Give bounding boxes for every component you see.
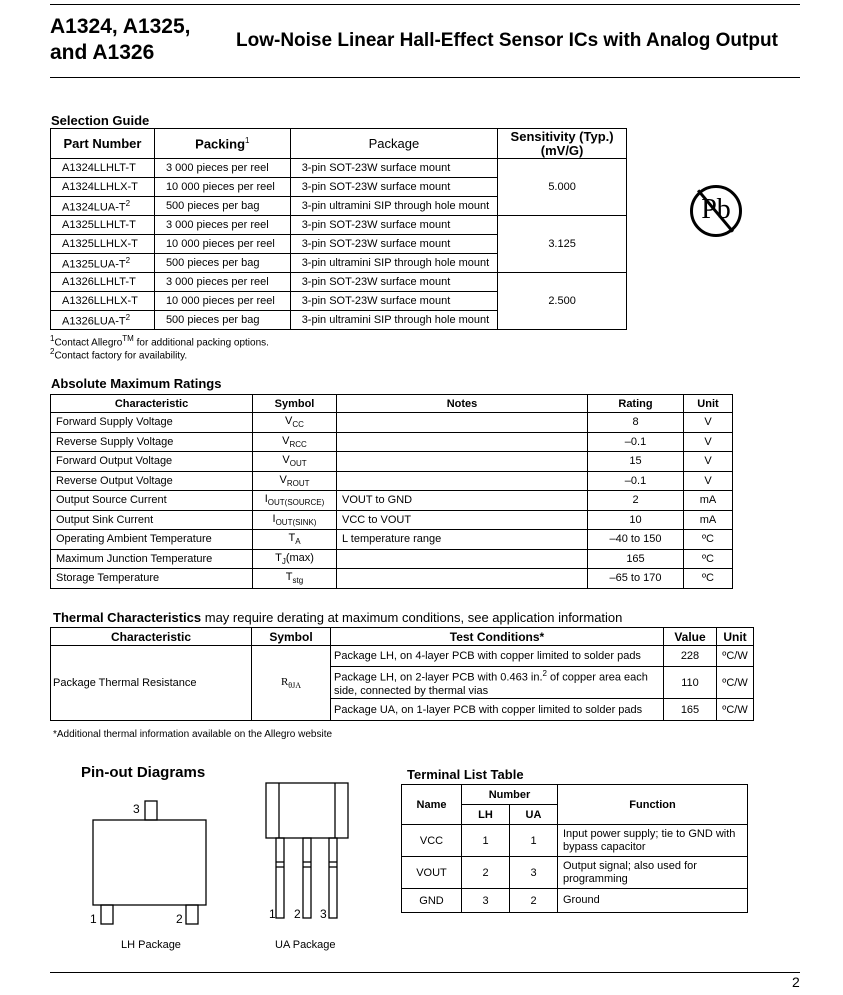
part-number-cell: A1324LLHLT-T — [51, 159, 155, 178]
notes-cell — [337, 549, 588, 569]
lead-free-logo — [690, 185, 742, 237]
col-lh: LH — [462, 805, 510, 825]
ua-pin-2-label: 2 — [294, 907, 301, 921]
unit-cell: ºC — [684, 549, 733, 569]
packing-cell: 500 pieces per bag — [154, 254, 290, 273]
notes-cell — [337, 452, 588, 472]
packing-cell: 10 000 pieces per reel — [154, 235, 290, 254]
characteristic-cell: Storage Temperature — [51, 569, 253, 589]
footnote-2: $^2$Contact factory for availability. — [50, 347, 188, 362]
packing-cell: 500 pieces per bag — [154, 311, 290, 330]
ua-pin-2 — [303, 838, 311, 918]
characteristic-cell: Operating Ambient Temperature — [51, 530, 253, 550]
rating-cell: 8 — [588, 413, 684, 433]
thermal-heading — [53, 610, 622, 625]
part-number-cell: A1325LLHLT-T — [51, 216, 155, 235]
packing-cell: 3 000 pieces per reel — [154, 273, 290, 292]
unit-cell: mA — [684, 491, 733, 511]
table-row — [51, 569, 733, 589]
table-row — [51, 273, 627, 292]
thermal-characteristic: Package Thermal Resistance — [51, 646, 252, 721]
symbol-cell: $V_{ROUT}$ — [253, 471, 337, 491]
col-characteristic: Characteristic — [51, 395, 253, 413]
rating-cell: 10 — [588, 510, 684, 530]
package-cell: 3-pin SOT-23W surface mount — [290, 216, 497, 235]
characteristic-cell: Output Source Current — [51, 491, 253, 511]
thermal-unit: ºC/W — [717, 699, 754, 721]
col-part-number: Part Number — [51, 129, 155, 159]
thermal-condition: Package LH, on 2-layer PCB with 0.463 in.$^2$ of copper area each side, connected by thermal vias — [331, 667, 664, 699]
sensitivity-cell: 3.125 — [498, 216, 627, 273]
col-notes: Notes — [337, 395, 588, 413]
symbol-cell: $I_{OUT(SOURCE)}$ — [253, 491, 337, 511]
thermal-value: 110 — [664, 667, 717, 699]
rating-cell: –65 to 170 — [588, 569, 684, 589]
part-number-cell: $A1325LUA-T^2$ — [51, 254, 155, 273]
package-cell: 3-pin ultramini SIP through hole mount — [290, 197, 497, 216]
col-rating: Rating — [588, 395, 684, 413]
footer-rule — [50, 972, 800, 973]
pinout-diagrams — [60, 780, 380, 940]
table-row — [51, 159, 627, 178]
thermal-unit: ºC/W — [717, 646, 754, 667]
ua-pin-1 — [276, 838, 284, 918]
terminal-name-cell: VCC — [402, 825, 462, 857]
symbol-cell: $V_{CC}$ — [253, 413, 337, 433]
notes-cell — [337, 471, 588, 491]
thermal-subtitle: may require derating at maximum conditions, see application information — [201, 610, 623, 625]
characteristic-cell: Reverse Output Voltage — [51, 471, 253, 491]
thermal-value: 165 — [664, 699, 717, 721]
symbol-cell: $T_{stg}$ — [253, 569, 337, 589]
col-function: Function — [558, 785, 748, 825]
col-value: Value — [664, 628, 717, 646]
lh-pin-2-label: 2 — [176, 912, 183, 926]
terminal-name-cell: VOUT — [402, 857, 462, 889]
unit-cell: V — [684, 432, 733, 452]
table-row — [402, 857, 748, 889]
symbol-cell: $V_{OUT}$ — [253, 452, 337, 472]
thermal-value: 228 — [664, 646, 717, 667]
packing-cell: 500 pieces per bag — [154, 197, 290, 216]
package-cell: 3-pin SOT-23W surface mount — [290, 235, 497, 254]
selection-guide-table — [50, 128, 627, 330]
lh-package-label: LH Package — [121, 939, 181, 951]
footnote-1: $^1$Contact Allegro™ for additional packing options. — [50, 334, 269, 349]
package-cell: 3-pin SOT-23W surface mount — [290, 178, 497, 197]
col-packing: Packing$^1$ — [154, 129, 290, 159]
lh-package-body — [93, 820, 206, 905]
thermal-symbol: $R_{\theta JA}$ — [252, 646, 331, 721]
packing-cell: 10 000 pieces per reel — [154, 292, 290, 311]
thermal-table — [50, 627, 754, 721]
col-name: Name — [402, 785, 462, 825]
function-cell: Input power supply; tie to GND with bypass capacitor — [558, 825, 748, 857]
notes-cell — [337, 413, 588, 433]
abs-max-title: Absolute Maximum Ratings — [51, 376, 222, 391]
col-package: Package — [290, 129, 497, 159]
rating-cell: 15 — [588, 452, 684, 472]
top-rule — [50, 4, 800, 5]
rating-cell: –0.1 — [588, 432, 684, 452]
table-row — [51, 216, 627, 235]
terminal-list-title: Terminal List Table — [407, 767, 524, 782]
characteristic-cell: Forward Supply Voltage — [51, 413, 253, 433]
ua-pin-cell: 2 — [510, 889, 558, 913]
function-cell: Ground — [558, 889, 748, 913]
ua-pin-cell: 1 — [510, 825, 558, 857]
notes-cell: VCC to VOUT — [337, 510, 588, 530]
symbol-cell: $T_J(\max)$ — [253, 549, 337, 569]
page-title: Low-Noise Linear Hall-Effect Sensor ICs with Analog Output — [236, 30, 778, 51]
package-cell: 3-pin ultramini SIP through hole mount — [290, 254, 497, 273]
lead-free-logo-text: Pb — [701, 194, 731, 225]
thermal-row — [51, 646, 754, 667]
table-row — [51, 530, 733, 550]
symbol-cell: $I_{OUT(SINK)}$ — [253, 510, 337, 530]
function-cell: Output signal; also used for programming — [558, 857, 748, 889]
characteristic-cell: Maximum Junction Temperature — [51, 549, 253, 569]
lh-pin-1-label: 1 — [90, 912, 97, 926]
thermal-footnote: *Additional thermal information available on the Allegro website — [53, 729, 333, 740]
unit-cell: V — [684, 452, 733, 472]
col-number: Number — [462, 785, 558, 805]
characteristic-cell: Reverse Supply Voltage — [51, 432, 253, 452]
col-symbol: Symbol — [253, 395, 337, 413]
ua-pin-3-label: 3 — [320, 907, 327, 921]
abs-max-table — [50, 394, 733, 589]
col-ua: UA — [510, 805, 558, 825]
sensitivity-cell: 5.000 — [498, 159, 627, 216]
part-number-cell: A1325LLHLX-T — [51, 235, 155, 254]
part-number-cell: $A1324LUA-T^2$ — [51, 197, 155, 216]
symbol-cell: $T_A$ — [253, 530, 337, 550]
packing-cell: 3 000 pieces per reel — [154, 216, 290, 235]
unit-cell: ºC — [684, 530, 733, 550]
characteristic-cell: Forward Output Voltage — [51, 452, 253, 472]
ua-pin-3 — [329, 838, 337, 918]
table-row — [51, 510, 733, 530]
pinout-title: Pin-out Diagrams — [81, 764, 206, 781]
packing-cell: 3 000 pieces per reel — [154, 159, 290, 178]
table-row — [51, 471, 733, 491]
thermal-unit: ºC/W — [717, 667, 754, 699]
ua-pin-1-label: 1 — [269, 907, 276, 921]
lh-pin-cell: 2 — [462, 857, 510, 889]
lh-pin-cell: 3 — [462, 889, 510, 913]
package-cell: 3-pin SOT-23W surface mount — [290, 159, 497, 178]
notes-cell — [337, 569, 588, 589]
symbol-cell: $V_{RCC}$ — [253, 432, 337, 452]
notes-cell: VOUT to GND — [337, 491, 588, 511]
table-row — [51, 413, 733, 433]
part-number-cell: A1324LLHLX-T — [51, 178, 155, 197]
table-row — [402, 889, 748, 913]
col-unit: Unit — [717, 628, 754, 646]
page-number: 2 — [792, 974, 800, 990]
unit-cell: ºC — [684, 569, 733, 589]
part-number-cell: A1326LLHLT-T — [51, 273, 155, 292]
col-characteristic: Characteristic — [51, 628, 252, 646]
part-numbers-line2: and A1326 — [50, 41, 155, 64]
part-number-cell: A1326LLHLX-T — [51, 292, 155, 311]
packing-cell: 10 000 pieces per reel — [154, 178, 290, 197]
terminal-name-cell: GND — [402, 889, 462, 913]
col-unit: Unit — [684, 395, 733, 413]
characteristic-cell: Output Sink Current — [51, 510, 253, 530]
lh-pin-3 — [145, 801, 157, 820]
sensitivity-cell: 2.500 — [498, 273, 627, 330]
notes-cell: L temperature range — [337, 530, 588, 550]
ua-package-label: UA Package — [275, 939, 336, 951]
package-cell: 3-pin SOT-23W surface mount — [290, 273, 497, 292]
col-symbol: Symbol — [252, 628, 331, 646]
terminal-list-table — [401, 784, 748, 913]
table-row — [51, 452, 733, 472]
rating-cell: 2 — [588, 491, 684, 511]
rating-cell: 165 — [588, 549, 684, 569]
package-cell: 3-pin SOT-23W surface mount — [290, 292, 497, 311]
lh-pin-2 — [186, 905, 198, 924]
unit-cell: mA — [684, 510, 733, 530]
part-number-cell: $A1326LUA-T^2$ — [51, 311, 155, 330]
table-row — [51, 549, 733, 569]
lh-pin-3-label: 3 — [133, 802, 140, 816]
lh-pin-cell: 1 — [462, 825, 510, 857]
thermal-condition: Package UA, on 1-layer PCB with copper limited to solder pads — [331, 699, 664, 721]
table-row — [51, 432, 733, 452]
unit-cell: V — [684, 413, 733, 433]
col-test-conditions: Test Conditions* — [331, 628, 664, 646]
selection-guide-title: Selection Guide — [51, 113, 150, 128]
rating-cell: –0.1 — [588, 471, 684, 491]
ua-package-body — [266, 783, 348, 838]
col-sensitivity: Sensitivity (Typ.) (mV/G) — [498, 129, 627, 159]
ua-pin-cell: 3 — [510, 857, 558, 889]
table-row — [402, 825, 748, 857]
package-cell: 3-pin ultramini SIP through hole mount — [290, 311, 497, 330]
table-row — [51, 491, 733, 511]
lh-pin-1 — [101, 905, 113, 924]
part-numbers-line1: A1324, A1325, — [50, 15, 191, 38]
unit-cell: V — [684, 471, 733, 491]
header-rule — [50, 77, 800, 78]
thermal-condition: Package LH, on 4-layer PCB with copper limited to solder pads — [331, 646, 664, 667]
notes-cell — [337, 432, 588, 452]
thermal-title: Thermal Characteristics — [53, 610, 202, 625]
part-numbers-heading — [50, 14, 191, 66]
rating-cell: –40 to 150 — [588, 530, 684, 550]
